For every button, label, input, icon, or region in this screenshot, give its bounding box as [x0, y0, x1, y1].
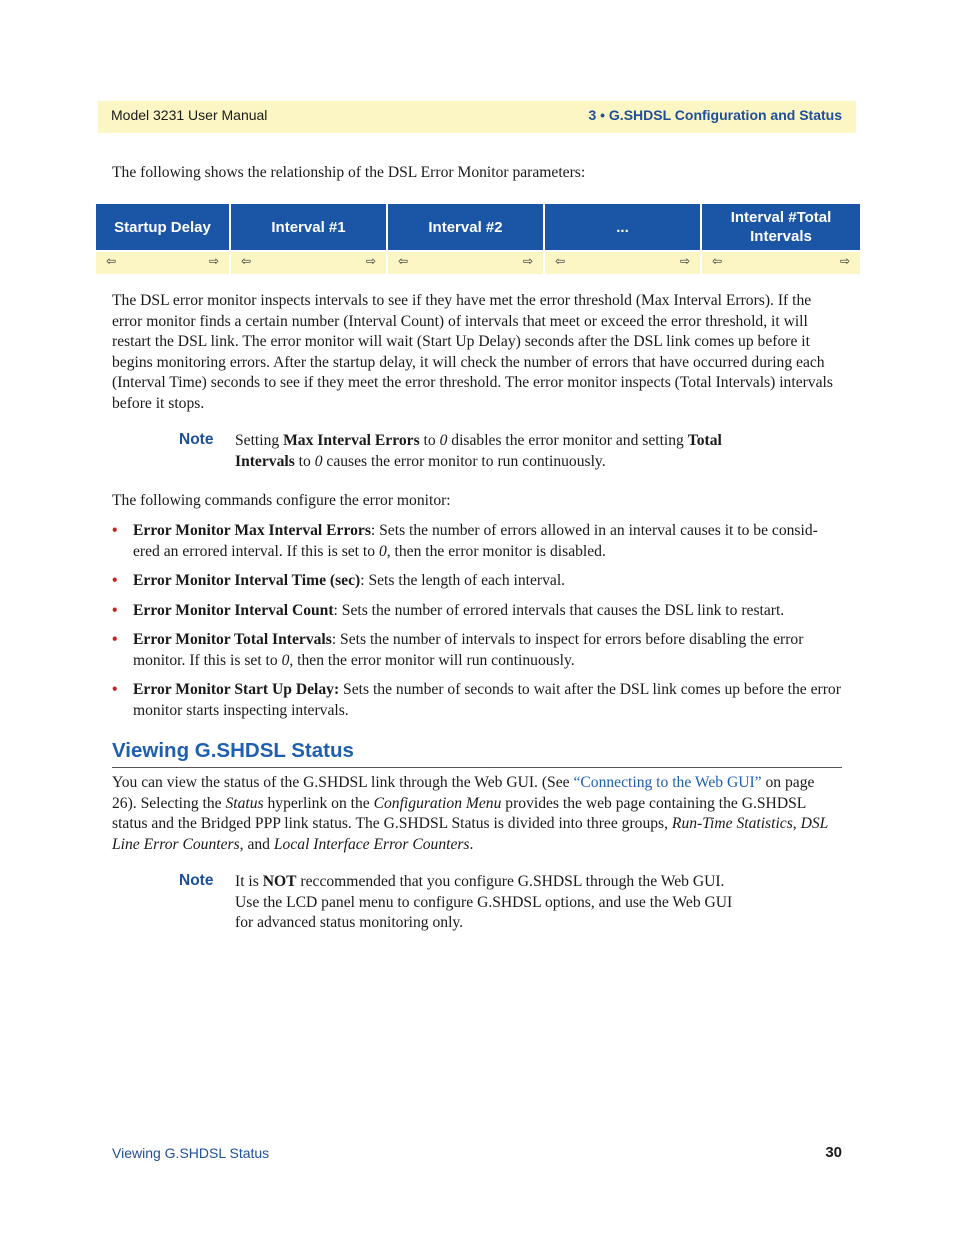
paragraph-text: You can view the status of the G.SHDSL link through the Web GUI. (See [112, 774, 574, 791]
error-monitor-diagram [96, 204, 860, 274]
arrow-left-icon: ⇦ [555, 254, 566, 268]
command-name: Error Monitor Interval Count [133, 601, 334, 619]
arrow-left-icon: ⇦ [712, 254, 723, 268]
bullet-icon: • [112, 631, 118, 648]
note-bold-term: Max Interval Errors [283, 432, 420, 449]
diagram-header-interval-total: Interval #Total Intervals [702, 204, 860, 250]
arrow-right-icon: ⇨ [365, 254, 376, 268]
command-description: , then the error monitor is disabled. [386, 542, 606, 560]
arrow-left-icon: ⇦ [106, 254, 117, 268]
paragraph-text: , and [239, 835, 274, 853]
diagram-header-ellipsis: ... [545, 204, 702, 250]
diagram-header-startup-delay: Startup Delay [96, 204, 231, 250]
note-label: Note [179, 431, 214, 448]
italic-term: DSL Line Error Counters [112, 815, 829, 853]
command-name: Error Monitor Max Interval Errors [133, 522, 371, 539]
bullet-icon: • [112, 572, 118, 589]
note-bold-term: Total Intervals [235, 432, 722, 470]
paragraph-text: on page 26). Selecting the [112, 774, 815, 812]
arrow-right-icon: ⇨ [522, 254, 533, 268]
commands-intro: The following commands configure the error monitor: [112, 492, 451, 509]
note-italic-value: 0 [439, 432, 448, 449]
italic-term: Run-Time Statistics [671, 815, 793, 832]
page-header [98, 101, 856, 133]
note-italic-value: 0 [314, 452, 323, 470]
command-list [112, 521, 842, 730]
note-text-part: causes the error monitor to run continuously. [322, 452, 606, 470]
command-name: Error Monitor Total Intervals [133, 631, 332, 648]
diagram-header-interval-1: Interval #1 [231, 204, 388, 250]
section-title: Viewing G.SHDSL Status [112, 739, 842, 768]
bullet-icon: • [112, 522, 118, 539]
note-text-part: to [419, 432, 440, 449]
note-text [235, 872, 745, 934]
manual-title: Model 3231 User Manual [111, 107, 268, 123]
diagram-header-row [96, 204, 860, 250]
note-text-part: to [294, 452, 315, 470]
diagram-arrow-cell [231, 252, 388, 274]
command-name: Error Monitor Start Up Delay: [133, 681, 340, 698]
list-item [112, 630, 842, 671]
list-item [112, 521, 842, 562]
bullet-icon: • [112, 681, 118, 698]
arrow-right-icon: ⇨ [839, 254, 850, 268]
web-gui-link[interactable]: “Connecting to the Web GUI” [573, 774, 762, 791]
chapter-title: 3 • G.SHDSL Configuration and Status [588, 107, 842, 123]
command-name: Error Monitor Interval Time (sec) [133, 572, 361, 589]
footer-section-name: Viewing G.SHDSL Status [112, 1145, 270, 1161]
command-description: : Sets the number of intervals to inspect for errors before disabling the error monitor. If this is set to [133, 631, 804, 669]
list-item [112, 601, 842, 622]
italic-term: Local Interface Error Counters [273, 835, 470, 853]
command-description: , then the error monitor will run continuously. [289, 651, 575, 669]
bullet-icon: • [112, 601, 118, 619]
note-text [235, 431, 725, 472]
italic-term: Status [225, 794, 264, 812]
command-description: Sets the number of seconds to wait after the DSL link comes up before the error monitor starts inspecting intervals. [133, 681, 841, 719]
page-number: 30 [825, 1144, 842, 1161]
command-italic-value: 0 [281, 651, 290, 669]
diagram-arrow-cell [388, 252, 545, 274]
note-text-part: reccommended that you configure G.SHDSL through the Web GUI. Use the LCD panel menu to configure G.SHDSL options, and use the Web GUI for advanced status monitoring only. [235, 873, 733, 931]
command-description: : Sets the number of errored intervals that causes the DSL link to restart. [333, 601, 785, 619]
error-monitor-description: The DSL error monitor inspects intervals to see if they have met the error threshold (Max Interval Errors). If the error monitor finds a certain number (Interval Count) of intervals that meet or exceed the error threshold, it will restart the DSL link. The error monitor will wait (Start Up Delay) seconds after the DSL link comes up before it begins monitoring errors. After the startup delay, it will check the number of errors that have occurred during each (Interval Time) seconds to see if they meet the error threshold. The error monitor inspects (Total Intervals) intervals before it stops. [112, 292, 833, 412]
arrow-left-icon: ⇦ [398, 254, 409, 268]
diagram-header-interval-2: Interval #2 [388, 204, 545, 250]
diagram-arrow-cell [545, 252, 702, 274]
command-description: : Sets the length of each interval. [360, 572, 566, 589]
note-bold-term: NOT [262, 873, 297, 890]
paragraph-text: . [469, 835, 474, 853]
list-item [112, 571, 842, 592]
arrow-right-icon: ⇨ [679, 254, 690, 268]
note-text-part: disables the error monitor and setting [447, 432, 688, 449]
paragraph-text: , [792, 815, 801, 832]
note-text-part: It is [235, 873, 263, 890]
paragraph-text: hyperlink on the [263, 794, 374, 812]
command-description: : Sets the number of errors allowed in an interval causes it to be consid-ered an errored interval. If this is set to [133, 522, 818, 560]
diagram-arrow-row [96, 252, 860, 274]
command-italic-value: 0 [378, 542, 387, 560]
paragraph-text: provides the web page containing the G.SHDSL status and the Bridged PPP link status. The G.SHDSL Status is divided into three groups, [112, 794, 806, 832]
arrow-right-icon: ⇨ [208, 254, 219, 268]
italic-term: Configuration Menu [373, 794, 502, 812]
diagram-arrow-cell [96, 252, 231, 274]
note-label: Note [179, 872, 214, 889]
note-text-part: Setting [235, 432, 284, 449]
status-paragraph [112, 773, 842, 855]
intro-paragraph: The following shows the relationship of the DSL Error Monitor parameters: [112, 164, 586, 181]
list-item [112, 680, 842, 721]
arrow-left-icon: ⇦ [241, 254, 252, 268]
diagram-arrow-cell [702, 252, 860, 274]
